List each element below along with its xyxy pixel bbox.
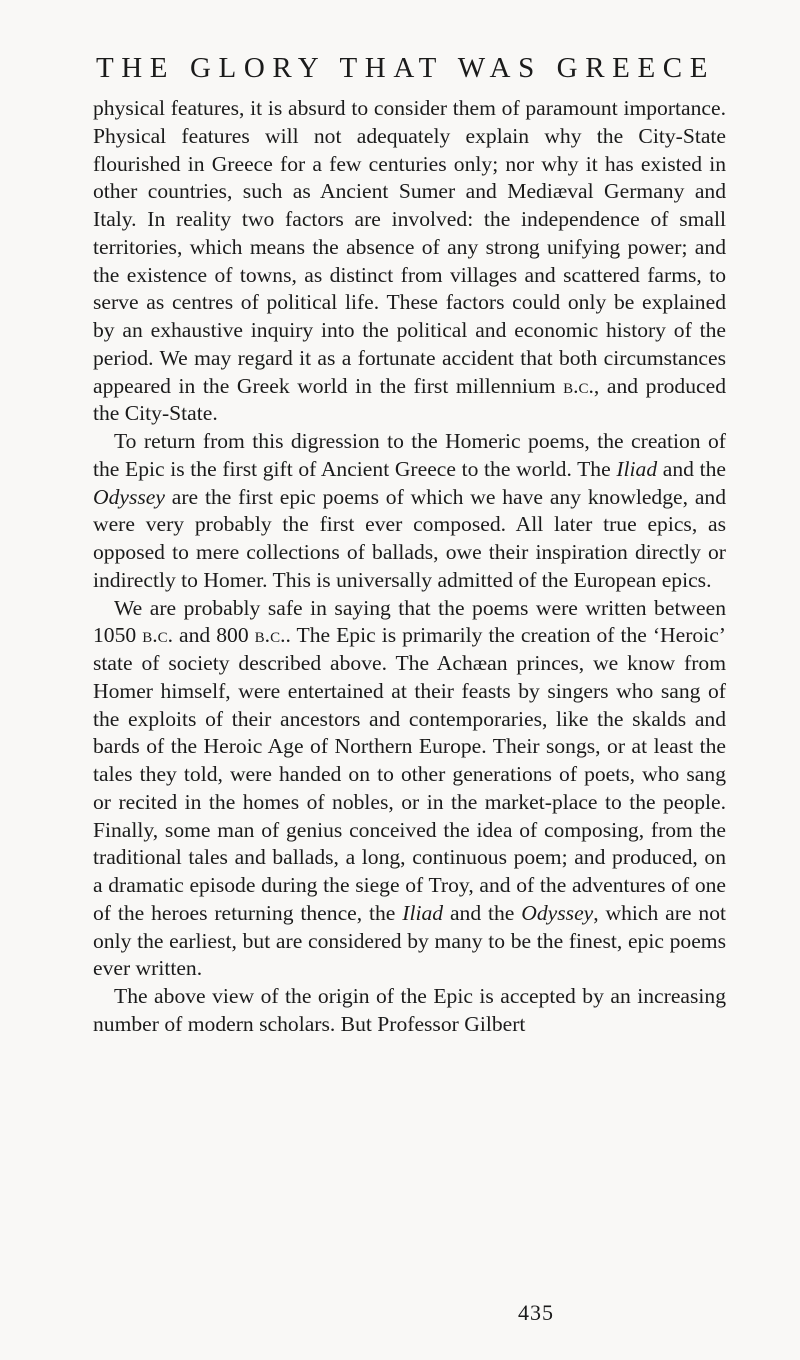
paragraph-1: physical features, it is absurd to consider them of paramount importance. Physical features will not adequately explain why the City-State flourished in Greece for a few centuries only; nor why it has existed in other countries, such as Ancient Sumer and Mediæval Germany and Italy. In reality two factors are involved: the independence of small territories, which means the absence of any strong unifying power; and the existence of towns, as distinct from villages and scattered farms, to serve as centres of political life. These factors could only be explained by an exhaustive inquiry into the political and economic history of the period. We may regard it as a fortunate accident that both circumstances appeared in the Greek world in the first millennium b.c., and produced the City-State. bbox=[93, 96, 726, 426]
era-abbreviation: b.c. bbox=[563, 373, 594, 398]
page-number: 435 bbox=[518, 1300, 554, 1325]
paragraph-4: The above view of the origin of the Epic is accepted by an increasing number of modern scholars. But Professor Gilbert bbox=[93, 984, 726, 1036]
running-head: THE GLORY THAT WAS GREECE bbox=[95, 52, 716, 84]
era-abbreviation: b.c. bbox=[142, 623, 174, 648]
era-abbreviation: b.c. bbox=[254, 623, 286, 648]
title-odyssey: Odyssey bbox=[93, 484, 165, 509]
title-odyssey: Odyssey bbox=[521, 900, 594, 925]
paragraph-3: We are probably safe in saying that the poems were written between 1050 b.c. and 800 b.c.. The Epic is primarily the creation of the ‘Heroic’ state of society described above. The Achæan princes, we know from Homer himself, were entertained at their feasts by singers who sang of the exploits of their ancestors and contemporaries, like the skalds and bards of the Heroic Age of Northern Europe. Their songs, or at least the tales they told, were handed on to other generations of poets, who sang or recited in the homes of nobles, or in the market-place to the people. Finally, some man of genius conceived the idea of composing, from the traditional tales and ballads, a long, continuous poem; and produced, on a dramatic episode during the siege of Troy, and of the adventures of one of the heroes returning thence, the Iliad and the Odyssey, which are not only the earliest, but are considered by many to be the finest, epic poems ever written. bbox=[93, 595, 726, 981]
body-text bbox=[93, 95, 726, 1039]
book-page bbox=[93, 48, 726, 1039]
paragraph-2: To return from this digression to the Homeric poems, the creation of the Epic is the first gift of Ancient Greece to the world. The Iliad and the Odyssey are the first epic poems of which we have any knowledge, and were very probably the first ever composed. All later true epics, as opposed to mere collections of ballads, owe their inspiration directly or indirectly to Homer. This is universally admitted of the European epics. bbox=[93, 429, 726, 592]
title-iliad: Iliad bbox=[616, 456, 658, 481]
title-iliad: Iliad bbox=[402, 900, 444, 925]
